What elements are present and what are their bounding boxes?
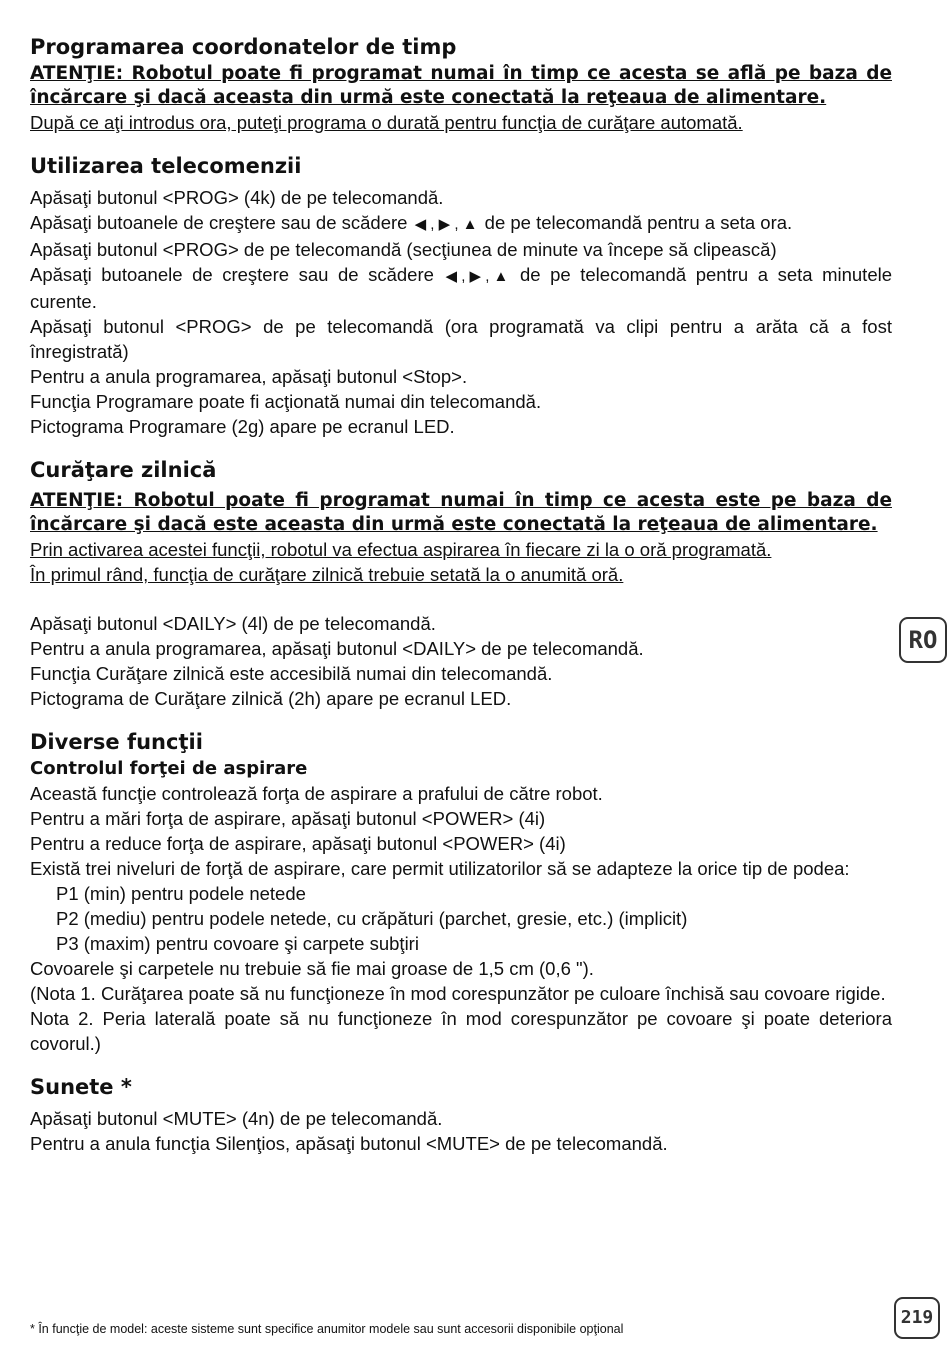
section-title-remote-control: Utilizarea telecomenzii: [30, 154, 302, 178]
paragraph: Pictograma Programare (2g) apare pe ecranul LED.: [30, 416, 455, 437]
paragraph: Apăsaţi butonul <MUTE> (4n) de pe telecomandă.: [30, 1108, 443, 1129]
paragraph: Apăsaţi butonul <PROG> de pe telecomandă (secţiunea de minute va începe să clipească): [30, 239, 777, 260]
note-text: După ce aţi introdus ora, puteţi programa o durată pentru funcţia de curăţare automată.: [30, 112, 743, 133]
paragraph: Apăsaţi butonul <DAILY> (4l) de pe telecomandă.: [30, 613, 436, 634]
footnote: * În funcţie de model: aceste sisteme sunt specifice anumitor modele sau sunt accesorii disponibile opţional: [30, 1322, 624, 1336]
arrow-buttons-icon: ◀ , ▶ , ▲: [414, 216, 478, 233]
section-title-misc-functions: Diverse funcţii: [30, 730, 203, 754]
paragraph: Apăsaţi butonul <PROG> de pe telecomandă (ora programată va clipi pentru a arăta că a fost înregistrată): [30, 316, 892, 362]
warning-text: ATENŢIE: Robotul poate fi programat numai în timp ce acesta este pe baza de încărcare şi dacă este aceasta din urmă este conectată la reţeaua de alimentare.: [30, 490, 892, 535]
note-text: În primul rând, funcţia de curăţare zilnică trebuie setată la o anumită oră.: [30, 564, 624, 585]
list-item: P1 (min) pentru podele netede: [56, 883, 306, 904]
warning-text: ATENŢIE: Robotul poate fi programat numai în timp ce acesta se află pe baza de încărcare şi dacă aceasta din urmă este conectată la reţeaua de alimentare.: [30, 63, 892, 108]
paragraph: (Nota 1. Curăţarea poate să nu funcţioneze în mod corespunzător pe culoare închisă sau covoare rigide.: [30, 983, 886, 1004]
manual-page: [30, 32, 892, 1156]
paragraph: Apăsaţi butonul <PROG> (4k) de pe telecomandă.: [30, 187, 444, 208]
paragraph: Pentru a anula funcţia Silenţios, apăsaţi butonul <MUTE> de pe telecomandă.: [30, 1133, 668, 1154]
paragraph: Pentru a anula programarea, apăsaţi butonul <Stop>.: [30, 366, 468, 387]
paragraph: Nota 2. Peria laterală poate să nu funcţioneze în mod corespunzător pe covoare şi poate deteriora covorul.): [30, 1008, 892, 1054]
paragraph: Există trei niveluri de forţă de aspirare, care permit utilizatorilor să se adapteze la orice tip de podea:: [30, 858, 850, 879]
paragraph-part: Apăsaţi butoanele de creştere sau de scădere: [30, 264, 434, 285]
list-item: P2 (mediu) pentru podele netede, cu crăpături (parchet, gresie, etc.) (implicit): [56, 908, 688, 929]
paragraph: [30, 262, 892, 314]
list-item: P3 (maxim) pentru covoare şi carpete subţiri: [56, 933, 419, 954]
subsection-title-suction-power: Controlul forţei de aspirare: [30, 758, 308, 779]
paragraph: Pentru a reduce forţa de aspirare, apăsaţi butonul <POWER> (4i): [30, 833, 566, 854]
section-title-sounds: Sunete *: [30, 1075, 132, 1099]
paragraph: Pentru a anula programarea, apăsaţi butonul <DAILY> de pe telecomandă.: [30, 638, 644, 659]
note-text: Prin activarea acestei funcţii, robotul va efectua aspirarea în fiecare zi la o oră programată.: [30, 539, 772, 560]
section-title-daily-cleaning: Curăţare zilnică: [30, 458, 217, 482]
arrow-buttons-icon: ◀ , ▶ , ▲: [445, 268, 509, 285]
paragraph: Pentru a mări forţa de aspirare, apăsaţi butonul <POWER> (4i): [30, 808, 546, 829]
section-title-time-programming: Programarea coordonatelor de timp: [30, 35, 457, 59]
paragraph: [30, 210, 892, 237]
paragraph-part: de pe telecomandă pentru a seta ora.: [484, 212, 793, 233]
paragraph-part: Apăsaţi butoanele de creştere sau de scădere: [30, 212, 408, 233]
paragraph: Funcţia Programare poate fi acţionată numai din telecomandă.: [30, 391, 542, 412]
paragraph-part: de pe telecomandă pentru a seta minutele curente.: [30, 264, 893, 312]
paragraph: Pictograma de Curăţare zilnică (2h) apare pe ecranul LED.: [30, 688, 512, 709]
page-number: 219: [894, 1297, 940, 1339]
paragraph: Această funcţie controlează forţa de aspirare a prafului de către robot.: [30, 783, 603, 804]
paragraph: Covoarele şi carpetele nu trebuie să fie mai groase de 1,5 cm (0,6 ").: [30, 958, 594, 979]
language-badge: RO: [899, 617, 947, 663]
paragraph: Funcţia Curăţare zilnică este accesibilă numai din telecomandă.: [30, 663, 553, 684]
